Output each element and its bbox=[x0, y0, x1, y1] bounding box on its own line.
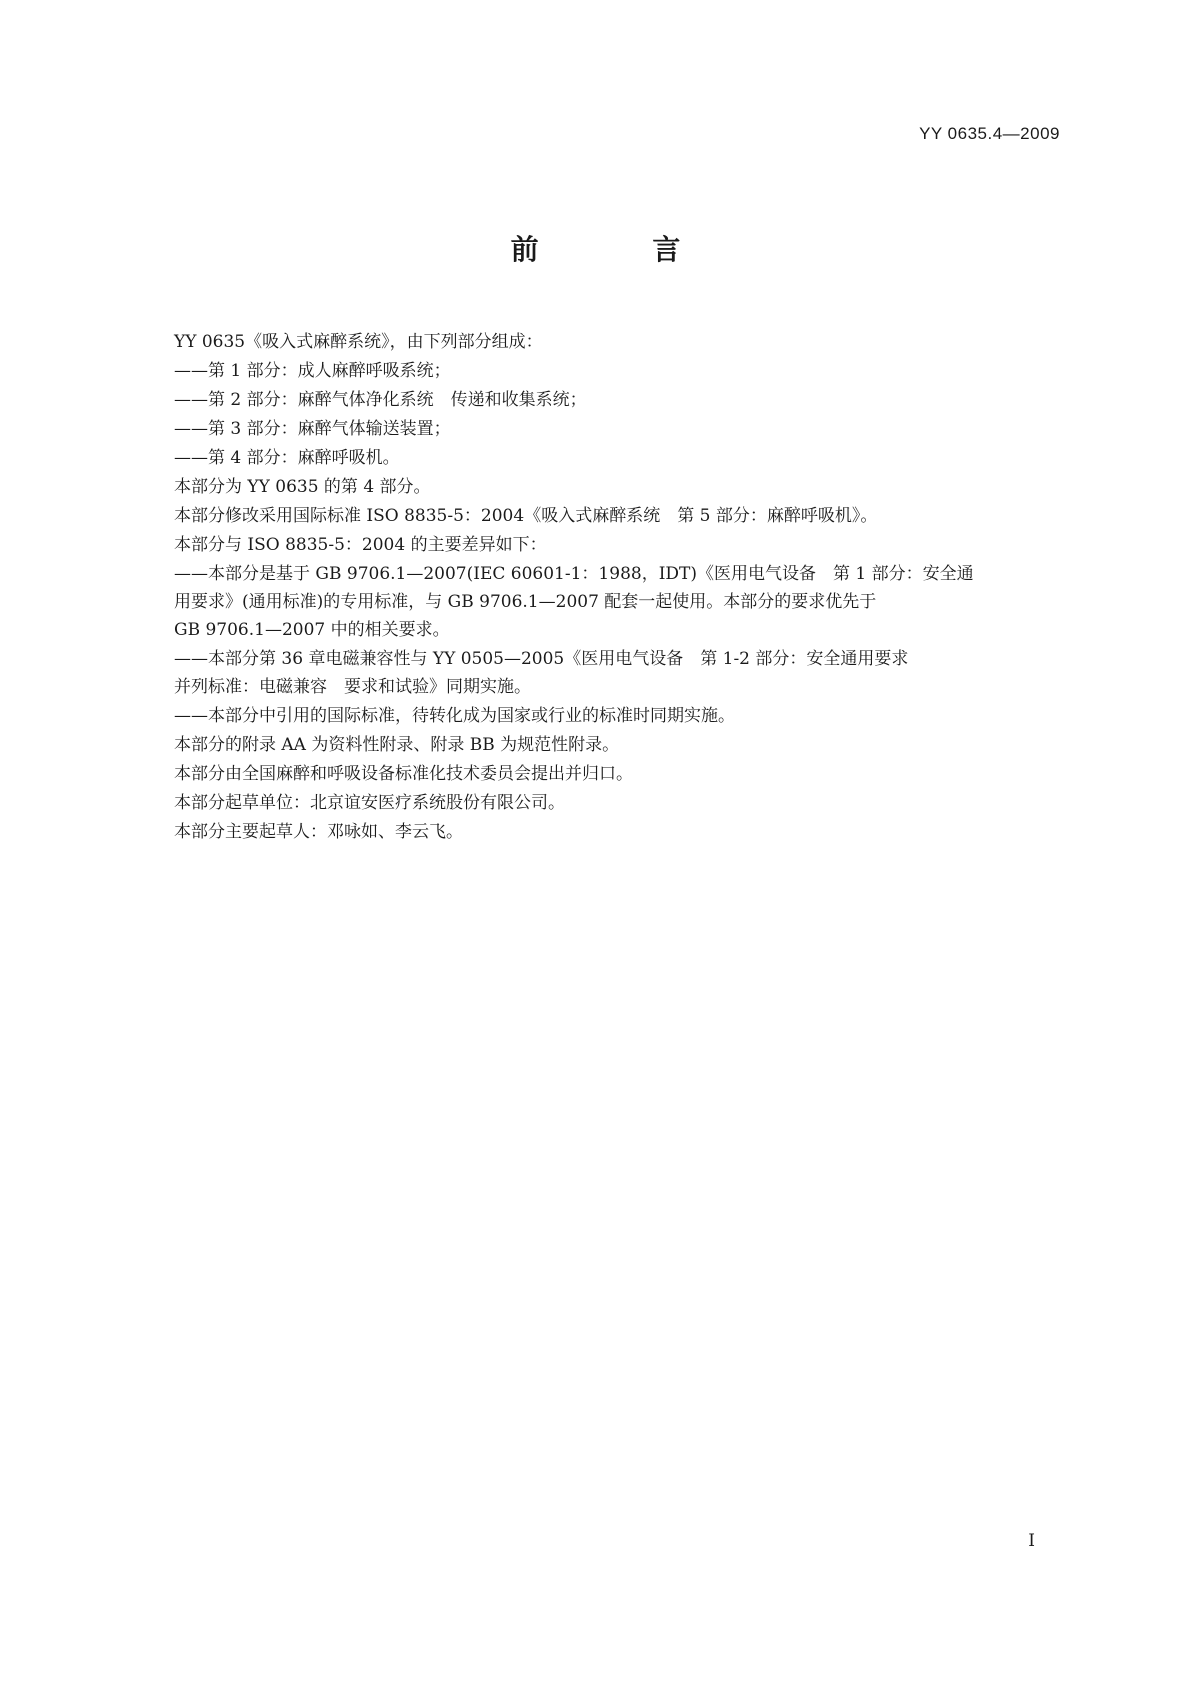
foreword-body bbox=[174, 328, 1054, 847]
difference-item-2-line-1: ——本部分第 36 章电磁兼容性与 YY 0505—2005《医用电气设备 第 1-2 部分：安全通用要求 bbox=[174, 649, 909, 669]
paragraph-adoption: 本部分修改采用国际标准 ISO 8835-5：2004《吸入式麻醉系统 第 5 部分：麻醉呼吸机》。 bbox=[174, 506, 878, 526]
paragraph-proposer: 本部分由全国麻醉和呼吸设备标准化技术委员会提出并归口。 bbox=[174, 764, 633, 784]
paragraph-drafting-unit: 本部分起草单位：北京谊安医疗系统股份有限公司。 bbox=[174, 793, 565, 813]
page-title: 前 言 bbox=[510, 233, 733, 266]
page-number: I bbox=[1028, 1531, 1035, 1551]
difference-item-1-line-2: 用要求》(通用标准)的专用标准，与 GB 9706.1—2007 配套一起使用。本部分的要求优先于 bbox=[174, 592, 877, 612]
standard-code: YY 0635.4—2009 bbox=[919, 124, 1060, 143]
difference-item-3 bbox=[174, 702, 1054, 730]
difference-item-1-line-1: ——本部分是基于 GB 9706.1—2007(IEC 60601-1：1988，IDT)《医用电气设备 第 1 部分：安全通 bbox=[174, 564, 974, 584]
list-item-part-4: ——第 4 部分：麻醉呼吸机。 bbox=[174, 448, 400, 468]
difference-item-1 bbox=[174, 560, 1054, 644]
paragraph-annexes: 本部分的附录 AA 为资料性附录、附录 BB 为规范性附录。 bbox=[174, 735, 620, 755]
difference-item-2-line-2: 并列标准：电磁兼容 要求和试验》同期实施。 bbox=[174, 677, 531, 697]
list-item-part-1: ——第 1 部分：成人麻醉呼吸系统； bbox=[174, 361, 451, 381]
difference-item-2 bbox=[174, 645, 1054, 701]
list-item-part-3: ——第 3 部分：麻醉气体输送装置； bbox=[174, 419, 451, 439]
paragraph-differences-intro: 本部分与 ISO 8835-5：2004 的主要差异如下： bbox=[174, 535, 547, 555]
paragraph-part-statement: 本部分为 YY 0635 的第 4 部分。 bbox=[174, 477, 431, 497]
list-item-part-2: ——第 2 部分：麻醉气体净化系统 传递和收集系统； bbox=[174, 390, 587, 410]
paragraph-intro: YY 0635《吸入式麻醉系统》，由下列部分组成： bbox=[174, 332, 543, 352]
difference-item-3-line-1: ——本部分中引用的国际标准，待转化成为国家或行业的标准时同期实施。 bbox=[174, 706, 735, 726]
paragraph-drafters: 本部分主要起草人：邓咏如、李云飞。 bbox=[174, 822, 463, 842]
difference-item-1-line-3: GB 9706.1—2007 中的相关要求。 bbox=[174, 620, 450, 640]
